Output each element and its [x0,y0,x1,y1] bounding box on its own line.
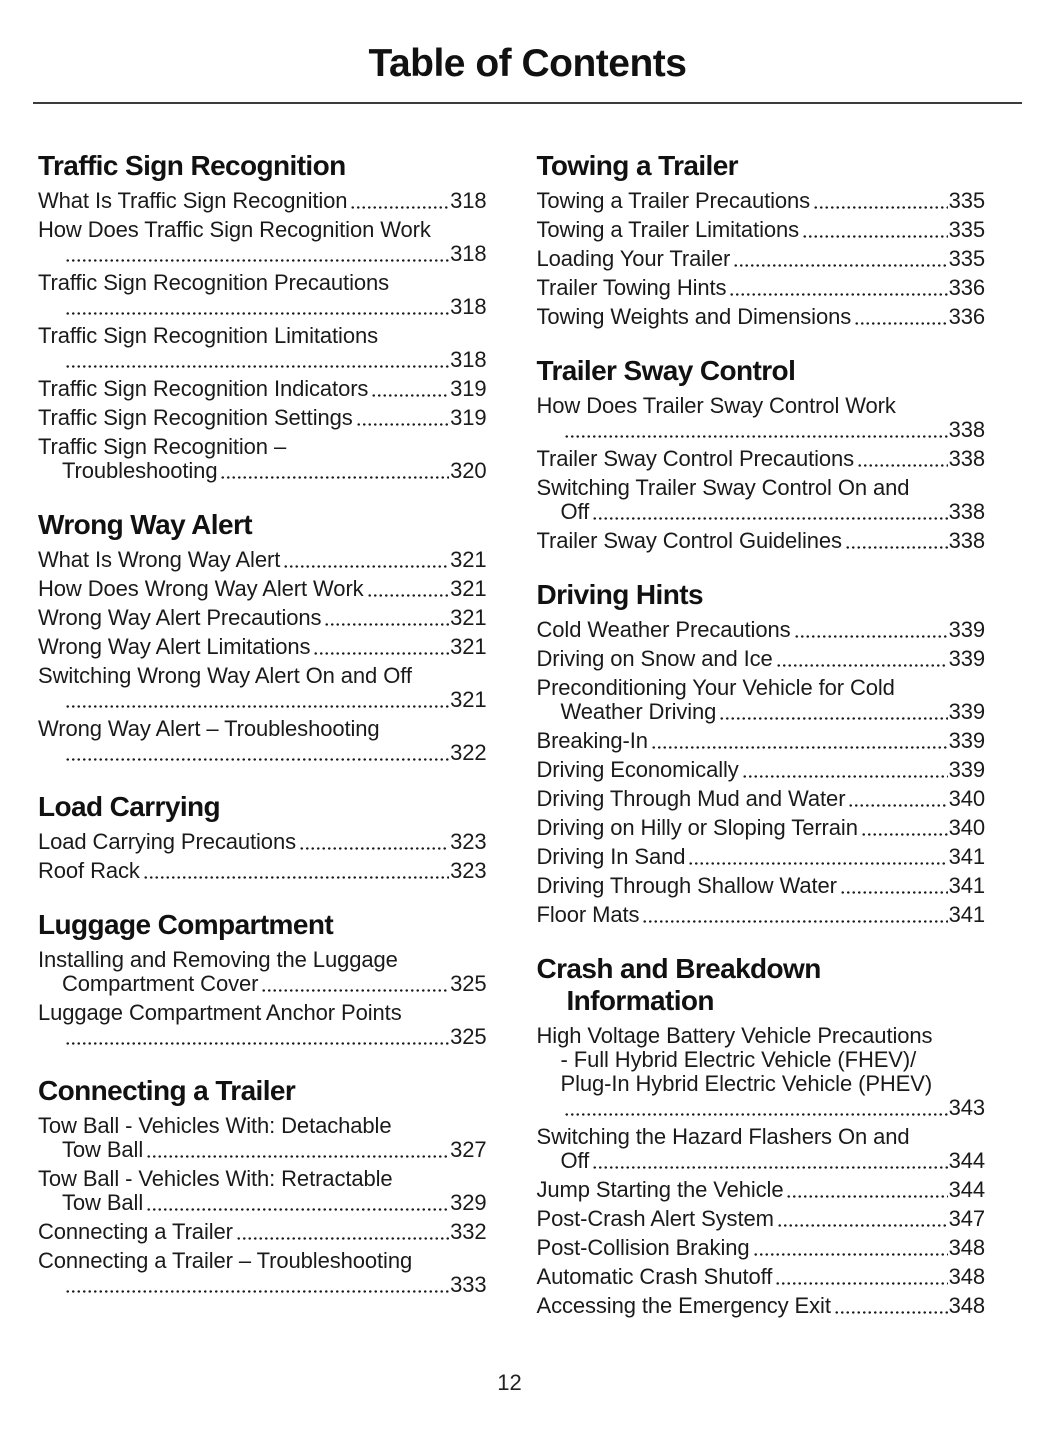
dot-leader [371,393,449,398]
dot-leader [861,832,948,837]
entry-title-text: How Does Wrong Way Alert Work [38,576,364,601]
entry-title-text: Trailer Sway Control Precautions [536,446,855,471]
dot-leader [719,716,947,721]
toc-entry[interactable] [537,189,986,213]
entry-page-number: 338 [948,499,985,524]
dot-leader [356,422,449,427]
section-heading: Towing a Trailer [536,150,738,181]
entry-title-line: How Does Trailer Sway Control Work [536,393,896,418]
entry-leader-line [38,1220,487,1244]
entry-leader-line [38,830,487,854]
entry-title-line: Tow Ball - Vehicles With: Retractable [38,1166,393,1191]
dot-leader [65,364,449,369]
entry-title-text: Off [560,499,590,524]
entry-title-text: Traffic Sign Recognition Indicators [38,376,369,401]
entry-title-text: Traffic Sign Recognition Settings [38,405,353,430]
toc-entry[interactable] [537,729,986,753]
toc-entry[interactable] [537,394,986,442]
dot-leader [775,1281,947,1286]
entry-leader-line [38,1273,487,1297]
entry-title-text: What Is Wrong Way Alert [38,547,281,572]
dot-leader [813,205,948,210]
entry-leader-line [537,218,986,242]
entry-title-text: Trailer Sway Control Guidelines [536,528,842,553]
entry-title-text: Towing Weights and Dimensions [536,304,852,329]
entry-leader-line [38,242,487,266]
entry-leader-line [537,418,986,442]
dot-leader [350,205,449,210]
entry-leader-line [537,1236,986,1260]
dot-leader [802,234,948,239]
dot-leader [324,622,449,627]
dot-leader [834,1310,948,1315]
toc-entry[interactable] [537,618,986,642]
section-heading: Trailer Sway Control [536,355,796,386]
toc-column-right [537,150,986,1323]
dot-leader [786,1194,947,1199]
toc-entry[interactable] [38,1114,487,1162]
section-heading: Luggage Compartment [38,909,334,940]
entry-title-text: Tow Ball [62,1137,144,1162]
entry-page-number: 318 [450,241,487,266]
entry-title-text: Post-Collision Braking [536,1235,750,1260]
entry-leader-line [38,295,487,319]
entry-title-text: Tow Ball [62,1190,144,1215]
dot-leader [592,1165,947,1170]
toc-entry[interactable] [537,1265,986,1289]
entry-title-text: Towing a Trailer Limitations [536,217,800,242]
dot-leader [65,1289,449,1294]
entry-title-text: Driving Economically [536,757,739,782]
toc-column-left [38,150,487,1323]
entry-title-line: High Voltage Battery Vehicle Precautions [536,1023,933,1048]
entry-page-number: 348 [948,1293,985,1318]
entry-page-number: 344 [948,1177,985,1202]
entry-title-line: - Full Hybrid Electric Vehicle (FHEV)/ [560,1047,917,1072]
entry-title-line: Switching Trailer Sway Control On and [536,475,910,500]
toc-section [38,150,487,483]
entry-leader-line [38,688,487,712]
entry-page-number: 325 [450,1024,487,1049]
toc-entry[interactable] [537,305,986,329]
entry-leader-line [537,787,986,811]
entry-page-number: 338 [948,417,985,442]
entry-title-text: Post-Crash Alert System [536,1206,774,1231]
entry-page-number: 321 [450,576,487,601]
entry-leader-line [38,459,487,483]
entry-leader-line [537,729,986,753]
dot-leader [564,434,948,439]
toc-entry[interactable] [537,1207,986,1231]
entry-leader-line [38,972,487,996]
entry-title-line: Installing and Removing the Luggage [38,947,398,972]
entry-leader-line [537,647,986,671]
page-number: 12 [497,1370,522,1395]
entry-page-number: 341 [948,873,985,898]
toc-entry[interactable] [537,758,986,782]
dot-leader [143,875,449,880]
entry-page-number: 339 [948,699,985,724]
entry-page-number: 336 [948,304,985,329]
entry-page-number: 340 [948,815,985,840]
entry-title-text: Compartment Cover [62,971,259,996]
entry-title-text: Weather Driving [560,699,717,724]
entry-title-text: What Is Traffic Sign Recognition [38,188,348,213]
dot-leader [313,651,449,656]
entry-leader-line [38,377,487,401]
toc-entry[interactable] [38,218,487,266]
toc-entry[interactable] [38,577,487,601]
dot-leader [65,258,449,263]
toc-entry[interactable] [537,447,986,471]
entry-page-number: 325 [450,971,487,996]
toc-entry[interactable] [537,218,986,242]
dot-leader [651,745,948,750]
entry-title-text: Driving on Snow and Ice [536,646,773,671]
entry-leader-line [38,348,487,372]
toc-section [38,509,487,765]
dot-leader [776,663,948,668]
entry-page-number: 319 [450,376,487,401]
entry-title-line: Plug-In Hybrid Electric Vehicle (PHEV) [560,1071,933,1096]
entry-leader-line [537,1096,986,1120]
entry-page-number: 335 [948,217,985,242]
dot-leader [840,890,948,895]
toc-entry[interactable] [38,717,487,765]
entry-title-text: Off [560,1148,590,1173]
toc-entry[interactable] [537,529,986,553]
toc-entry[interactable] [537,676,986,724]
entry-leader-line [38,1191,487,1215]
entry-page-number: 339 [948,617,985,642]
toc-entry[interactable] [38,435,487,483]
dot-leader [742,774,948,779]
dot-leader [854,321,947,326]
entry-page-number: 339 [948,646,985,671]
toc-entry[interactable] [38,271,487,319]
toc-entry[interactable] [537,1178,986,1202]
entry-title-line: Traffic Sign Recognition – [38,434,287,459]
entry-page-number: 348 [948,1235,985,1260]
entry-page-number: 335 [948,188,985,213]
dot-leader [65,1041,449,1046]
entry-leader-line [38,741,487,765]
entry-title-line: Preconditioning Your Vehicle for Cold [536,675,895,700]
dot-leader [857,463,948,468]
toc-entry[interactable] [38,377,487,401]
toc-entry[interactable] [38,1167,487,1215]
entry-title-text: Wrong Way Alert Precautions [38,605,322,630]
toc-entry[interactable] [38,324,487,372]
entry-leader-line [537,447,986,471]
toc-entry[interactable] [537,874,986,898]
entry-leader-line [38,189,487,213]
entry-title-text: Driving In Sand [536,844,686,869]
toc-entry[interactable] [38,1001,487,1049]
toc-entry[interactable] [537,787,986,811]
entry-page-number: 344 [948,1148,985,1173]
dot-leader [65,311,449,316]
entry-title-text: Driving Through Mud and Water [536,786,846,811]
entry-title-line: Traffic Sign Recognition Precautions [38,270,390,295]
entry-title-text: Trailer Towing Hints [536,275,727,300]
entry-leader-line [38,406,487,430]
entry-leader-line [38,859,487,883]
entry-title-text: Wrong Way Alert Limitations [38,634,311,659]
entry-title-line: Switching the Hazard Flashers On and [536,1124,910,1149]
toc-section [38,791,487,883]
section-heading: Wrong Way Alert [38,509,252,540]
entry-leader-line [537,1265,986,1289]
entry-page-number: 339 [948,757,985,782]
toc-entry[interactable] [537,247,986,271]
entry-page-number: 323 [450,829,487,854]
section-heading: Load Carrying [38,791,221,822]
dot-leader [777,1223,948,1228]
toc-entry[interactable] [38,1220,487,1244]
toc-entry[interactable] [537,1236,986,1260]
entry-page-number: 318 [450,188,487,213]
entry-page-number: 318 [450,294,487,319]
entry-page-number: 338 [948,446,985,471]
entry-leader-line [537,874,986,898]
dot-leader [146,1154,449,1159]
toc-entry[interactable] [537,1294,986,1318]
toc-section [537,579,986,927]
toc-section [38,909,487,1049]
entry-title-line: Traffic Sign Recognition Limitations [38,323,379,348]
page-title: Table of Contents [368,42,687,85]
toc-entry[interactable] [38,635,487,659]
section-heading: Driving Hints [536,579,703,610]
dot-leader [729,292,947,297]
dot-leader [592,516,947,521]
dot-leader [848,803,947,808]
entry-page-number: 343 [948,1095,985,1120]
entry-page-number: 321 [450,605,487,630]
entry-title-text: Loading Your Trailer [536,246,731,271]
toc-entry[interactable] [38,548,487,572]
entry-title-text: Connecting a Trailer [38,1219,233,1244]
toc-entry[interactable] [537,476,986,524]
section-heading: Traffic Sign Recognition [38,150,346,181]
entry-page-number: 336 [948,275,985,300]
entry-leader-line [38,1025,487,1049]
entry-title-text: Troubleshooting [62,458,218,483]
entry-leader-line [38,577,487,601]
section-heading: Crash and Breakdown Information [536,953,821,1016]
toc-columns [0,104,1055,1323]
toc-entry[interactable] [38,859,487,883]
entry-title-line: Switching Wrong Way Alert On and Off [38,663,412,688]
toc-entry[interactable] [38,830,487,854]
entry-page-number: 320 [450,458,487,483]
dot-leader [65,704,449,709]
dot-leader [146,1207,449,1212]
entry-leader-line [38,1138,487,1162]
entry-page-number: 318 [450,347,487,372]
dot-leader [65,757,449,762]
entry-page-number: 321 [450,634,487,659]
toc-entry[interactable] [537,903,986,927]
entry-page-number: 323 [450,858,487,883]
dot-leader [299,846,449,851]
toc-entry[interactable] [537,647,986,671]
section-heading: Connecting a Trailer [38,1075,296,1106]
entry-leader-line [537,247,986,271]
entry-page-number: 339 [948,728,985,753]
dot-leader [283,564,449,569]
entry-page-number: 341 [948,844,985,869]
entry-leader-line [38,635,487,659]
entry-title-text: Roof Rack [38,858,140,883]
entry-title-text: Cold Weather Precautions [536,617,791,642]
dot-leader [688,861,947,866]
entry-page-number: 335 [948,246,985,271]
entry-leader-line [537,903,986,927]
dot-leader [261,988,449,993]
toc-entry[interactable] [537,1125,986,1173]
entry-title-text: Breaking-In [536,728,648,753]
entry-page-number: 329 [450,1190,487,1215]
entry-leader-line [537,305,986,329]
entry-title-text: Load Carrying Precautions [38,829,296,854]
entry-page-number: 338 [948,528,985,553]
entry-page-number: 340 [948,786,985,811]
entry-leader-line [38,548,487,572]
entry-title-text: Automatic Crash Shutoff [536,1264,773,1289]
entry-leader-line [537,816,986,840]
toc-section [38,1075,487,1297]
entry-leader-line [537,189,986,213]
entry-leader-line [537,1294,986,1318]
toc-entry[interactable] [537,816,986,840]
entry-title-line: Connecting a Trailer – Troubleshooting [38,1248,413,1273]
entry-title-text: Driving Through Shallow Water [536,873,837,898]
entry-title-line: Wrong Way Alert – Troubleshooting [38,716,380,741]
entry-leader-line [537,1178,986,1202]
entry-title-text: Floor Mats [536,902,640,927]
entry-title-text: Driving on Hilly or Sloping Terrain [536,815,858,840]
entry-page-number: 333 [450,1272,487,1297]
dot-leader [564,1112,948,1117]
dot-leader [642,919,947,924]
toc-entry[interactable] [537,845,986,869]
entry-leader-line [537,1149,986,1173]
entry-title-line: Tow Ball - Vehicles With: Detachable [38,1113,392,1138]
entry-page-number: 332 [450,1219,487,1244]
toc-section [537,355,986,553]
entry-leader-line [537,758,986,782]
entry-leader-line [537,1207,986,1231]
toc-section [537,953,986,1318]
entry-page-number: 327 [450,1137,487,1162]
toc-entry[interactable] [537,1024,986,1120]
toc-entry[interactable] [38,664,487,712]
toc-section [537,150,986,329]
dot-leader [794,634,948,639]
toc-entry[interactable] [38,406,487,430]
entry-leader-line [537,500,986,524]
entry-leader-line [537,700,986,724]
dot-leader [733,263,947,268]
entry-leader-line [537,618,986,642]
dot-leader [220,475,449,480]
toc-entry[interactable] [38,606,487,630]
entry-page-number: 321 [450,687,487,712]
toc-entry[interactable] [38,948,487,996]
dot-leader [236,1236,449,1241]
entry-page-number: 341 [948,902,985,927]
entry-title-text: Towing a Trailer Precautions [536,188,811,213]
entry-page-number: 348 [948,1264,985,1289]
entry-leader-line [537,529,986,553]
entry-page-number: 347 [948,1206,985,1231]
dot-leader [845,545,948,550]
dot-leader [367,593,450,598]
dot-leader [753,1252,948,1257]
toc-entry[interactable] [38,189,487,213]
entry-leader-line [537,845,986,869]
toc-entry[interactable] [537,276,986,300]
entry-title-line: How Does Traffic Sign Recognition Work [38,217,431,242]
entry-leader-line [537,276,986,300]
entry-title-text: Jump Starting the Vehicle [536,1177,784,1202]
entry-page-number: 319 [450,405,487,430]
entry-title-line: Luggage Compartment Anchor Points [38,1000,402,1025]
toc-entry[interactable] [38,1249,487,1297]
entry-page-number: 322 [450,740,487,765]
entry-page-number: 321 [450,547,487,572]
entry-title-text: Accessing the Emergency Exit [536,1293,831,1318]
entry-leader-line [38,606,487,630]
